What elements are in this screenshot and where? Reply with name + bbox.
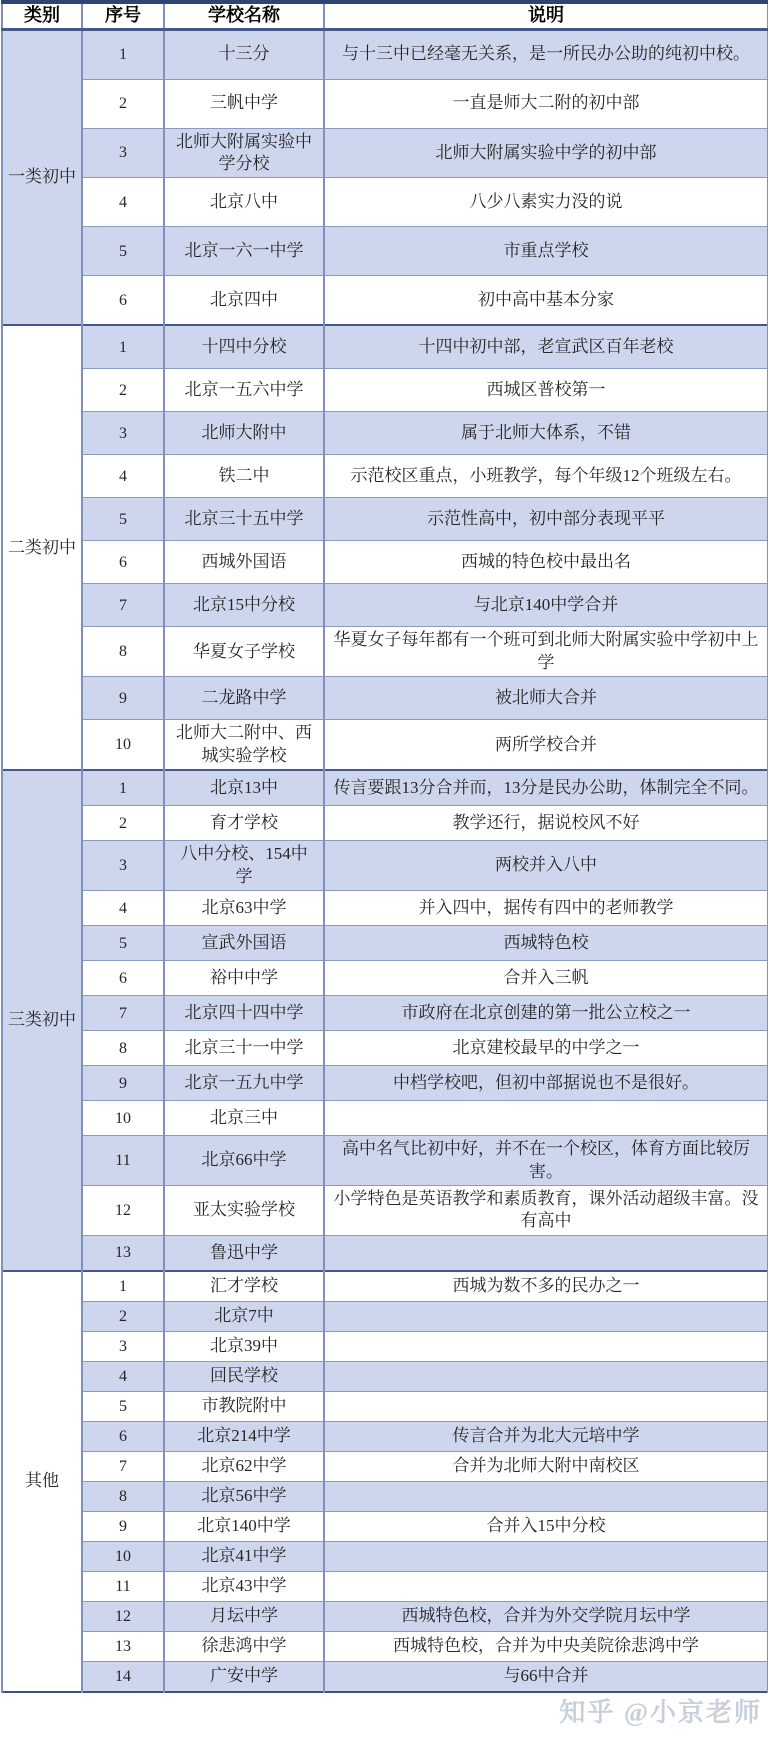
index-cell: 13 <box>82 1235 164 1271</box>
table-row <box>2 1031 768 1066</box>
school-name-cell: 北京7中 <box>164 1301 324 1331</box>
table-row <box>2 1066 768 1101</box>
description-cell: 中档学校吧，但初中部据说也不是很好。 <box>324 1066 768 1101</box>
table-row <box>2 1421 768 1451</box>
index-cell: 7 <box>82 1451 164 1481</box>
column-header-number: 序号 <box>82 2 164 29</box>
index-cell: 1 <box>82 1271 164 1302</box>
description-cell: 西城区普校第一 <box>324 369 768 412</box>
description-cell <box>324 1331 768 1361</box>
index-cell: 3 <box>82 1331 164 1361</box>
school-name-cell: 八中分校、154中学 <box>164 841 324 891</box>
table-header <box>2 2 768 29</box>
index-cell: 9 <box>82 1066 164 1101</box>
school-name-cell: 月坛中学 <box>164 1601 324 1631</box>
index-cell: 13 <box>82 1631 164 1661</box>
school-name-cell: 北师大二附中、西城实验学校 <box>164 720 324 770</box>
header-row <box>2 2 768 29</box>
description-cell: 一直是师大二附的初中部 <box>324 79 768 128</box>
school-name-cell: 北京66中学 <box>164 1136 324 1186</box>
table-row <box>2 1185 768 1235</box>
index-cell: 1 <box>82 29 164 79</box>
table-row <box>2 1601 768 1631</box>
category-cell: 二类初中 <box>2 325 82 770</box>
table-row <box>2 926 768 961</box>
table-row <box>2 1481 768 1511</box>
description-cell <box>324 1571 768 1601</box>
school-name-cell: 北京四中 <box>164 276 324 326</box>
table-row <box>2 806 768 841</box>
school-name-cell: 北京三十一中学 <box>164 1031 324 1066</box>
description-cell: 北京建校最早的中学之一 <box>324 1031 768 1066</box>
index-cell: 5 <box>82 227 164 276</box>
school-name-cell: 北师大附属实验中学分校 <box>164 128 324 178</box>
description-cell: 并入四中，据传有四中的老师教学 <box>324 891 768 926</box>
index-cell: 10 <box>82 1101 164 1136</box>
school-name-cell: 二龙路中学 <box>164 677 324 720</box>
school-name-cell: 北京13中 <box>164 770 324 806</box>
description-cell: 西城特色校，合并为外交学院月坛中学 <box>324 1601 768 1631</box>
school-name-cell: 北京八中 <box>164 178 324 227</box>
school-name-cell: 鲁迅中学 <box>164 1235 324 1271</box>
index-cell: 10 <box>82 1541 164 1571</box>
description-cell: 合并入15中分校 <box>324 1511 768 1541</box>
table-row <box>2 1571 768 1601</box>
description-cell: 市重点学校 <box>324 227 768 276</box>
index-cell: 8 <box>82 1031 164 1066</box>
school-name-cell: 铁二中 <box>164 455 324 498</box>
school-name-cell: 三帆中学 <box>164 79 324 128</box>
school-name-cell: 北京39中 <box>164 1331 324 1361</box>
index-cell: 14 <box>82 1661 164 1692</box>
school-name-cell: 裕中中学 <box>164 961 324 996</box>
index-cell: 2 <box>82 79 164 128</box>
description-cell <box>324 1481 768 1511</box>
school-name-cell: 徐悲鸿中学 <box>164 1631 324 1661</box>
description-cell: 八少八素实力没的说 <box>324 178 768 227</box>
table-row <box>2 1391 768 1421</box>
description-cell: 教学还行，据说校风不好 <box>324 806 768 841</box>
column-header-school: 学校名称 <box>164 2 324 29</box>
table-row <box>2 1271 768 1302</box>
index-cell: 11 <box>82 1136 164 1186</box>
school-name-cell: 西城外国语 <box>164 541 324 584</box>
table-row <box>2 584 768 627</box>
description-cell: 初中高中基本分家 <box>324 276 768 326</box>
table-row <box>2 996 768 1031</box>
table-row <box>2 770 768 806</box>
description-cell <box>324 1235 768 1271</box>
table-row <box>2 276 768 326</box>
category-cell: 其他 <box>2 1271 82 1692</box>
index-cell: 7 <box>82 996 164 1031</box>
table-row <box>2 1541 768 1571</box>
description-cell: 两所学校合并 <box>324 720 768 770</box>
table-row <box>2 178 768 227</box>
index-cell: 2 <box>82 1301 164 1331</box>
description-cell: 高中名气比初中好，并不在一个校区，体育方面比较厉害。 <box>324 1136 768 1186</box>
school-name-cell: 北京15中分校 <box>164 584 324 627</box>
school-name-cell: 北京一五九中学 <box>164 1066 324 1101</box>
index-cell: 4 <box>82 178 164 227</box>
index-cell: 6 <box>82 541 164 584</box>
description-cell: 华夏女子每年都有一个班可到北师大附属实验中学初中上学 <box>324 627 768 677</box>
category-cell: 一类初中 <box>2 29 82 325</box>
school-name-cell: 北师大附中 <box>164 412 324 455</box>
column-header-category: 类别 <box>2 2 82 29</box>
table-row <box>2 227 768 276</box>
description-cell: 北师大附属实验中学的初中部 <box>324 128 768 178</box>
school-name-cell: 北京三十五中学 <box>164 498 324 541</box>
index-cell: 5 <box>82 1391 164 1421</box>
table-row <box>2 541 768 584</box>
description-cell: 西城特色校 <box>324 926 768 961</box>
index-cell: 12 <box>82 1185 164 1235</box>
index-cell: 10 <box>82 720 164 770</box>
description-cell: 传言要跟13分合并而，13分是民办公助，体制完全不同。 <box>324 770 768 806</box>
table-row <box>2 1101 768 1136</box>
table-body <box>2 29 768 1692</box>
table-row <box>2 1511 768 1541</box>
description-cell: 两校并入八中 <box>324 841 768 891</box>
table-row <box>2 1451 768 1481</box>
description-cell <box>324 1101 768 1136</box>
column-header-description: 说明 <box>324 2 768 29</box>
index-cell: 9 <box>82 1511 164 1541</box>
school-name-cell: 北京43中学 <box>164 1571 324 1601</box>
table-row <box>2 1235 768 1271</box>
school-name-cell: 回民学校 <box>164 1361 324 1391</box>
school-name-cell: 十三分 <box>164 29 324 79</box>
index-cell: 4 <box>82 1361 164 1391</box>
index-cell: 8 <box>82 1481 164 1511</box>
index-cell: 6 <box>82 1421 164 1451</box>
description-cell: 西城特色校，合并为中央美院徐悲鸿中学 <box>324 1631 768 1661</box>
index-cell: 6 <box>82 276 164 326</box>
description-cell: 西城为数不多的民办之一 <box>324 1271 768 1302</box>
index-cell: 3 <box>82 412 164 455</box>
table-row <box>2 677 768 720</box>
description-cell: 示范性高中，初中部分表现平平 <box>324 498 768 541</box>
school-name-cell: 亚太实验学校 <box>164 1185 324 1235</box>
school-name-cell: 北京一五六中学 <box>164 369 324 412</box>
school-name-cell: 北京一六一中学 <box>164 227 324 276</box>
table-row <box>2 1136 768 1186</box>
index-cell: 3 <box>82 128 164 178</box>
school-name-cell: 北京63中学 <box>164 891 324 926</box>
table-row <box>2 325 768 369</box>
school-name-cell: 华夏女子学校 <box>164 627 324 677</box>
school-name-cell: 北京214中学 <box>164 1421 324 1451</box>
table-row <box>2 79 768 128</box>
index-cell: 11 <box>82 1571 164 1601</box>
description-cell: 西城的特色校中最出名 <box>324 541 768 584</box>
table-row <box>2 1631 768 1661</box>
table-row <box>2 412 768 455</box>
description-cell: 十四中初中部，老宣武区百年老校 <box>324 325 768 369</box>
description-cell <box>324 1391 768 1421</box>
table-row <box>2 498 768 541</box>
index-cell: 8 <box>82 627 164 677</box>
school-name-cell: 北京41中学 <box>164 1541 324 1571</box>
description-cell <box>324 1301 768 1331</box>
index-cell: 2 <box>82 369 164 412</box>
description-cell: 与十三中已经毫无关系，是一所民办公助的纯初中校。 <box>324 29 768 79</box>
table-row <box>2 1661 768 1692</box>
category-cell: 三类初中 <box>2 770 82 1271</box>
table-row <box>2 369 768 412</box>
school-name-cell: 汇才学校 <box>164 1271 324 1302</box>
description-cell: 与北京140中学合并 <box>324 584 768 627</box>
table-row <box>2 29 768 79</box>
index-cell: 4 <box>82 891 164 926</box>
index-cell: 12 <box>82 1601 164 1631</box>
school-name-cell: 北京三中 <box>164 1101 324 1136</box>
index-cell: 2 <box>82 806 164 841</box>
description-cell: 示范校区重点，小班教学，每个年级12个班级左右。 <box>324 455 768 498</box>
table-row <box>2 891 768 926</box>
description-cell: 属于北师大体系，不错 <box>324 412 768 455</box>
table-row <box>2 961 768 996</box>
index-cell: 5 <box>82 498 164 541</box>
school-name-cell: 广安中学 <box>164 1661 324 1692</box>
school-name-cell: 北京140中学 <box>164 1511 324 1541</box>
index-cell: 7 <box>82 584 164 627</box>
description-cell: 小学特色是英语教学和素质教育，课外活动超级丰富。没有高中 <box>324 1185 768 1235</box>
description-cell <box>324 1541 768 1571</box>
watermark: 知乎 @小京老师 <box>559 1698 762 1727</box>
description-cell: 合并为北师大附中南校区 <box>324 1451 768 1481</box>
school-name-cell: 北京56中学 <box>164 1481 324 1511</box>
index-cell: 1 <box>82 770 164 806</box>
school-name-cell: 市教院附中 <box>164 1391 324 1421</box>
school-name-cell: 十四中分校 <box>164 325 324 369</box>
table-row <box>2 1361 768 1391</box>
table-row <box>2 841 768 891</box>
index-cell: 9 <box>82 677 164 720</box>
description-cell <box>324 1361 768 1391</box>
school-name-cell: 北京62中学 <box>164 1451 324 1481</box>
index-cell: 3 <box>82 841 164 891</box>
index-cell: 1 <box>82 325 164 369</box>
school-name-cell: 宣武外国语 <box>164 926 324 961</box>
table-row <box>2 1301 768 1331</box>
school-name-cell: 北京四十四中学 <box>164 996 324 1031</box>
school-name-cell: 育才学校 <box>164 806 324 841</box>
table-row <box>2 455 768 498</box>
index-cell: 5 <box>82 926 164 961</box>
description-cell: 与66中合并 <box>324 1661 768 1692</box>
description-cell: 传言合并为北大元培中学 <box>324 1421 768 1451</box>
index-cell: 4 <box>82 455 164 498</box>
description-cell: 合并入三帆 <box>324 961 768 996</box>
description-cell: 被北师大合并 <box>324 677 768 720</box>
index-cell: 6 <box>82 961 164 996</box>
table-row <box>2 720 768 770</box>
description-cell: 市政府在北京创建的第一批公立校之一 <box>324 996 768 1031</box>
table-row <box>2 627 768 677</box>
table-row <box>2 128 768 178</box>
schools-table <box>1 0 768 1693</box>
table-row <box>2 1331 768 1361</box>
